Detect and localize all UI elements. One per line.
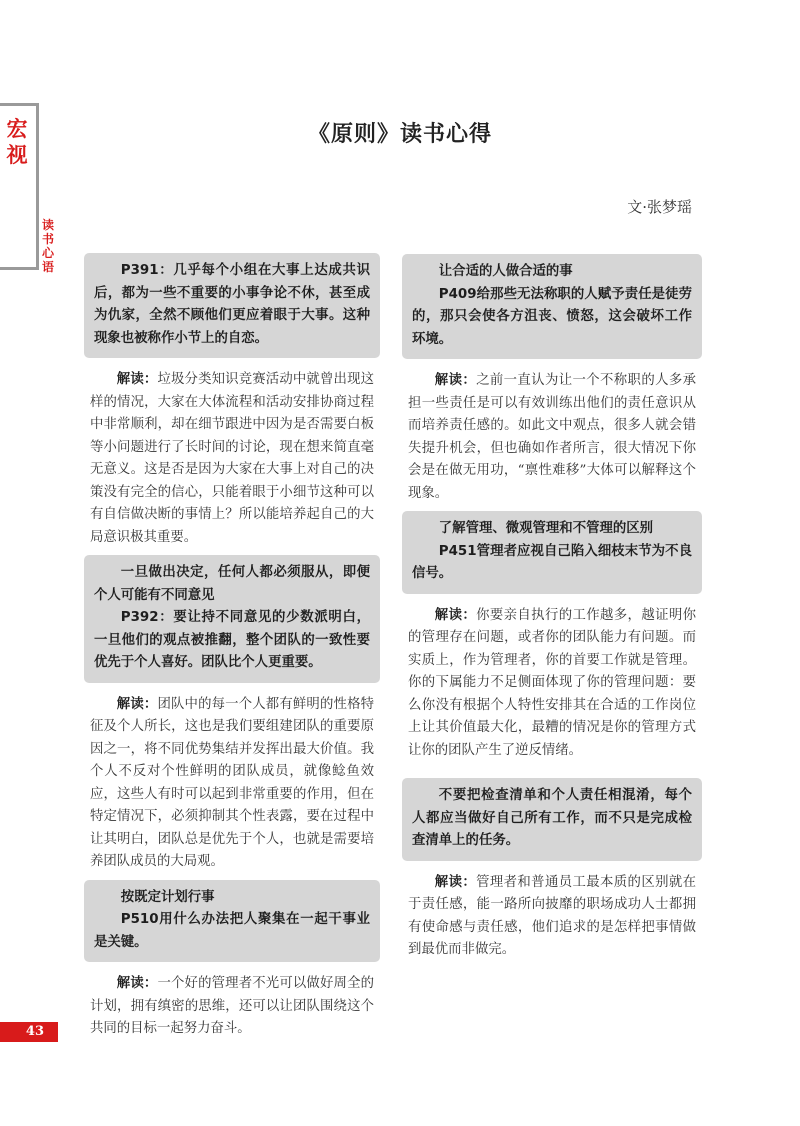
quote-heading: 让合适的人做合适的事 <box>438 264 573 279</box>
reading-text: 管理者和普通员工最本质的区别就在于责任感，能一路所向披靡的职场成功人士都拥有使命感与责任感，他们追求的是怎样把事情做到最优而非做完。 <box>408 874 697 957</box>
reading-block <box>84 366 380 551</box>
reading-block <box>402 367 702 507</box>
reading-block <box>84 970 380 1043</box>
quote-box <box>84 253 380 358</box>
reading-label: 解读： <box>116 695 158 712</box>
reading-block <box>402 602 702 765</box>
section-name: 宏视 <box>6 116 28 167</box>
quote-text: P392：要让持不同意见的少数派明白，一旦他们的观点被推翻，整个团队的一致性要优先于个人喜好。团队比个人更重要。 <box>94 610 370 670</box>
reading-text: 一个好的管理者不光可以做好周全的计划，拥有缜密的思维，还可以让团队围绕这个共同的目标一起努力奋斗。 <box>90 976 375 1036</box>
reading-text: 团队中的每一个人都有鲜明的性格特征及个人所长，这也是我们要组建团队的重要原因之一，将不同优势集结并发挥出最大价值。我个人不反对个性鲜明的团队成员，就像鲶鱼效应，这些人有时可以起到非常重要的作用，但在特定情况下，必须抑制其个性表露，要在过程中让其明白，团队总是优先于个人，也就是需要培养团队成员的大局观。 <box>90 696 375 869</box>
quote-box <box>402 778 702 861</box>
side-tab-top-rule <box>0 103 36 106</box>
quote-heading: 按既定计划行事 <box>120 889 215 905</box>
quote-text: P451管理者应视自己陷入细枝末节为不良信号。 <box>412 543 692 581</box>
reading-label: 解读： <box>116 975 158 991</box>
reading-label: 解读： <box>434 606 477 623</box>
article-title: 《原则》读书心得 <box>307 121 492 147</box>
quote-text: P409给那些无法称职的人赋予责任是徒劳的，那只会使各方沮丧、愤怒，这会破坏工作环境。 <box>412 286 692 347</box>
reading-text: 你要亲自执行的工作越多，越证明你的管理存在问题，或者你的团队能力有问题。而实质上，作为管理者，你的首要工作就是管理。你的下属能力不足侧面体现了你的管理问题：要么你没有根据个人特性安排其在合适的工作岗位上让其价值最大化，最糟的情况是你的管理方式让你的团队产生了逆反情绪。 <box>408 607 697 758</box>
quote-box <box>402 254 702 359</box>
right-column <box>402 254 702 968</box>
reading-block <box>84 691 380 876</box>
quote-box <box>402 511 702 594</box>
reading-text: 之前一直认为让一个不称职的人多承担一些责任是可以有效训练出他们的责任意识从而培养责任感的。如此文中观点，很多人就会错失提升机会，但也确如作者所言，很大情况下你会是在做无用功，“禀性难移”大体可以解释这个现象。 <box>408 373 697 501</box>
reading-block <box>402 869 702 964</box>
quote-heading: 一旦做出决定，任何人都必须服从，即便个人可能有不同意见 <box>94 565 370 603</box>
left-column <box>84 253 380 1047</box>
reading-label: 解读： <box>116 371 158 387</box>
article-author: 文·张梦瑶 <box>627 198 692 216</box>
quote-text: P391：几乎每个小组在大事上达成共识后，都为一些不重要的小事争论不休，甚至成为仇家，全然不顾他们更应着眼于大事。这种现象也被称作小节上的自恋。 <box>94 263 370 346</box>
reading-text: 垃圾分类知识竞赛活动中就曾出现这样的情况，大家在大体流程和活动安排协商过程中非常顺利，却在细节跟进中因为是否需要白板等小问题进行了长时间的讨论，现在想来简直毫无意义。这是否是因为大家在大事上对自己的决策没有完全的信心，只能着眼于小细节这种可以有自信做决断的事情上？所以能培养起自己的大局意识极其重要。 <box>90 372 375 545</box>
column-name: 读书心语 <box>41 218 54 274</box>
quote-box <box>84 555 380 683</box>
side-tab-bottom-rule <box>0 267 39 270</box>
quote-text: P510用什么办法把人聚集在一起干事业是关键。 <box>94 912 370 950</box>
reading-label: 解读： <box>434 873 477 890</box>
quote-heading: 了解管理、微观管理和不管理的区别 <box>438 521 654 536</box>
page-number: 43 <box>0 1022 58 1042</box>
reading-label: 解读： <box>434 372 477 388</box>
quote-box <box>84 880 380 963</box>
quote-text: 不要把检查清单和个人责任相混淆，每个人都应当做好自己所有工作，而不只是完成检查清单上的任务。 <box>412 788 692 848</box>
